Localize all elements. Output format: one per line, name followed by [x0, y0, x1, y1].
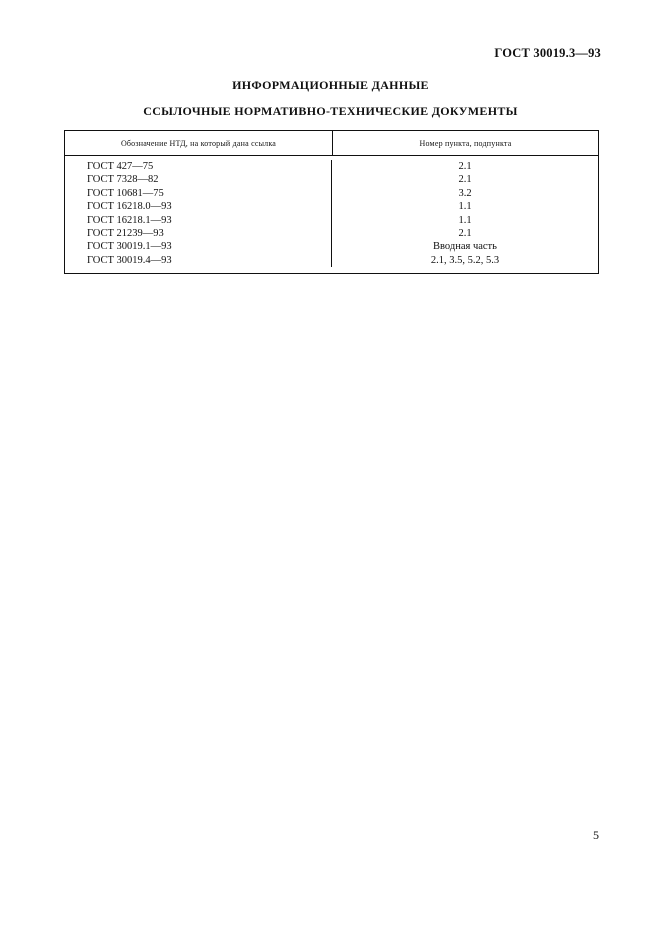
page-number: 5	[593, 828, 599, 842]
document-code: ГОСТ 30019.3—93	[494, 46, 601, 60]
table-header	[65, 131, 598, 156]
column-header-clause: Номер пункта, подпункта	[419, 138, 512, 148]
document-cell: ГОСТ 16218.0—93	[87, 201, 172, 213]
table-body	[65, 156, 598, 273]
document-cell: ГОСТ 30019.1—93	[87, 241, 172, 253]
document-cell: ГОСТ 427—75	[87, 161, 154, 172]
document-cell: ГОСТ 21239—93	[87, 227, 164, 239]
column-header-document: Обозначение НТД, на который дана ссылка	[65, 131, 333, 155]
clause-cell: 2.1	[458, 227, 472, 239]
clause-cell: 1.1	[458, 214, 472, 226]
clause-cell: 3.2	[458, 187, 472, 199]
table-title: ССЫЛОЧНЫЕ НОРМАТИВНО-ТЕХНИЧЕСКИЕ ДОКУМЕНТЫ	[143, 104, 518, 118]
document-cell: ГОСТ 16218.1—93	[87, 214, 172, 226]
clause-cell: 1.1	[458, 201, 472, 213]
clause-cell: Вводная часть	[433, 241, 497, 253]
section-title: ИНФОРМАЦИОННЫЕ ДАННЫЕ	[232, 78, 429, 92]
document-cell: ГОСТ 7328—82	[87, 174, 159, 186]
document-cell: ГОСТ 30019.4—93	[87, 254, 172, 266]
document-column	[65, 160, 332, 267]
clause-column	[332, 160, 598, 267]
references-table	[64, 130, 599, 274]
clause-cell: 2.1, 3.5, 5.2, 5.3	[430, 254, 500, 266]
clause-cell: 2.1	[458, 161, 472, 172]
clause-cell: 2.1	[458, 174, 472, 186]
document-cell: ГОСТ 10681—75	[87, 187, 164, 199]
